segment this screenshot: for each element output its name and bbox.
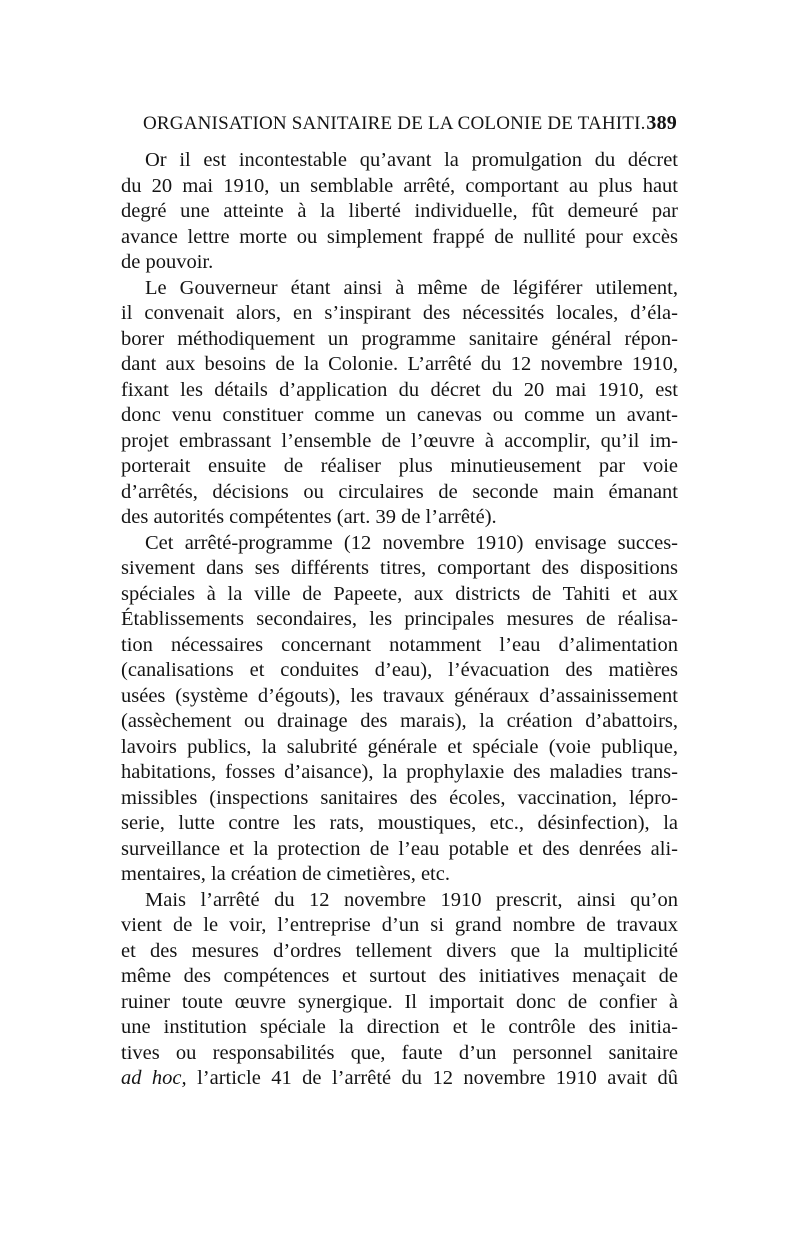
text-line: (canalisations et conduites d’eau), l’évacuation des matières [121,659,678,681]
text-line: spéciales à la ville de Papeete, aux districts de Tahiti et aux [121,582,678,605]
text-line: Le Gouverneur étant ainsi à même de légiférer utilement, [145,276,678,299]
body-text [121,148,678,1092]
text-line: des autorités compétentes (art. 39 de l’arrêté). [121,506,497,528]
text-line: mentaires, la création de cimetières, etc. [121,863,450,885]
text-line: sivement dans ses différents titres, comportant des dispositions [121,557,678,579]
text-line: et des mesures d’ordres tellement divers que la multiplicité [121,939,678,962]
text-line: missibles (inspections sanitaires des écoles, vaccination, lépro- [121,786,678,809]
text-line: d’arrêtés, décisions ou circulaires de seconde main émanant [121,480,678,503]
text-line: donc venu constituer comme un canevas ou comme un avant- [121,404,678,426]
text-line: tion nécessaires concernant notamment l’eau d’alimentation [121,633,678,656]
text-line: du 20 mai 1910, un semblable arrêté, comportant au plus haut [121,174,678,197]
text-line: Cet arrêté-programme (12 novembre 1910) envisage succes- [145,531,678,554]
text-line: même des compétences et surtout des initiatives menaçait de [121,965,678,987]
text-line: borer méthodiquement un programme sanitaire général répon- [121,327,678,350]
text-line: Établissements secondaires, les principales mesures de réalisa- [121,608,678,630]
text-line: il convenait alors, en s’inspirant des nécessités locales, d’éla- [121,302,678,324]
line-continuation: l’article 41 de l’arrêté du 12 novembre 1910 avait dû [186,1067,678,1089]
text-line: lavoirs publics, la salubrité générale et spéciale (voie publique, [121,735,678,758]
latin-phrase: ad hoc, [121,1067,187,1089]
text-line: ruiner toute œuvre synergique. Il importait donc de confier à [121,990,678,1013]
paragraph-4 [121,888,678,1092]
paragraph-3 [121,531,678,888]
text-line: serie, lutte contre les rats, moustiques, etc., désinfection), la [121,812,678,834]
running-head [143,112,677,142]
paragraph-1 [121,148,678,276]
text-line: degré une atteinte à la liberté individuelle, fût demeuré par [121,200,678,222]
text-line: surveillance et la protection de l’eau potable et des denrées ali- [121,837,678,860]
text-line: une institution spéciale la direction et le contrôle des initia- [121,1016,678,1038]
text-line: de pouvoir. [121,251,214,273]
text-line: projet embrassant l’ensemble de l’œuvre à accomplir, qu’il im- [121,429,678,452]
text-line: usées (système d’égouts), les travaux généraux d’assainissement [121,684,678,707]
text-line: Mais l’arrêté du 12 novembre 1910 prescrit, ainsi qu’on [145,888,678,911]
running-title: ORGANISATION SANITAIRE DE LA COLONIE DE TAHITI. [143,113,646,134]
text-line: (assèchement ou drainage des marais), la création d’abattoirs, [121,710,678,732]
text-line: habitations, fosses d’aisance), la prophylaxie des maladies trans- [121,761,678,783]
text-line: avance lettre morte ou simplement frappé de nullité pour excès [121,225,678,248]
text-line: dant aux besoins de la Colonie. L’arrêté du 12 novembre 1910, [121,353,678,375]
paragraph-2 [121,276,678,531]
text-line: Or il est incontestable qu’avant la promulgation du décret [145,149,678,171]
text-line: tives ou responsabilités que, faute d’un personnel sanitaire [121,1041,678,1064]
text-line: porterait ensuite de réaliser plus minutieusement par voie [121,455,678,477]
text-line-final [121,1066,678,1092]
text-line: fixant les détails d’application du décret du 20 mai 1910, est [121,378,678,401]
page-number: 389 [646,112,677,134]
text-line: vient de le voir, l’entreprise d’un si grand nombre de travaux [121,914,678,936]
